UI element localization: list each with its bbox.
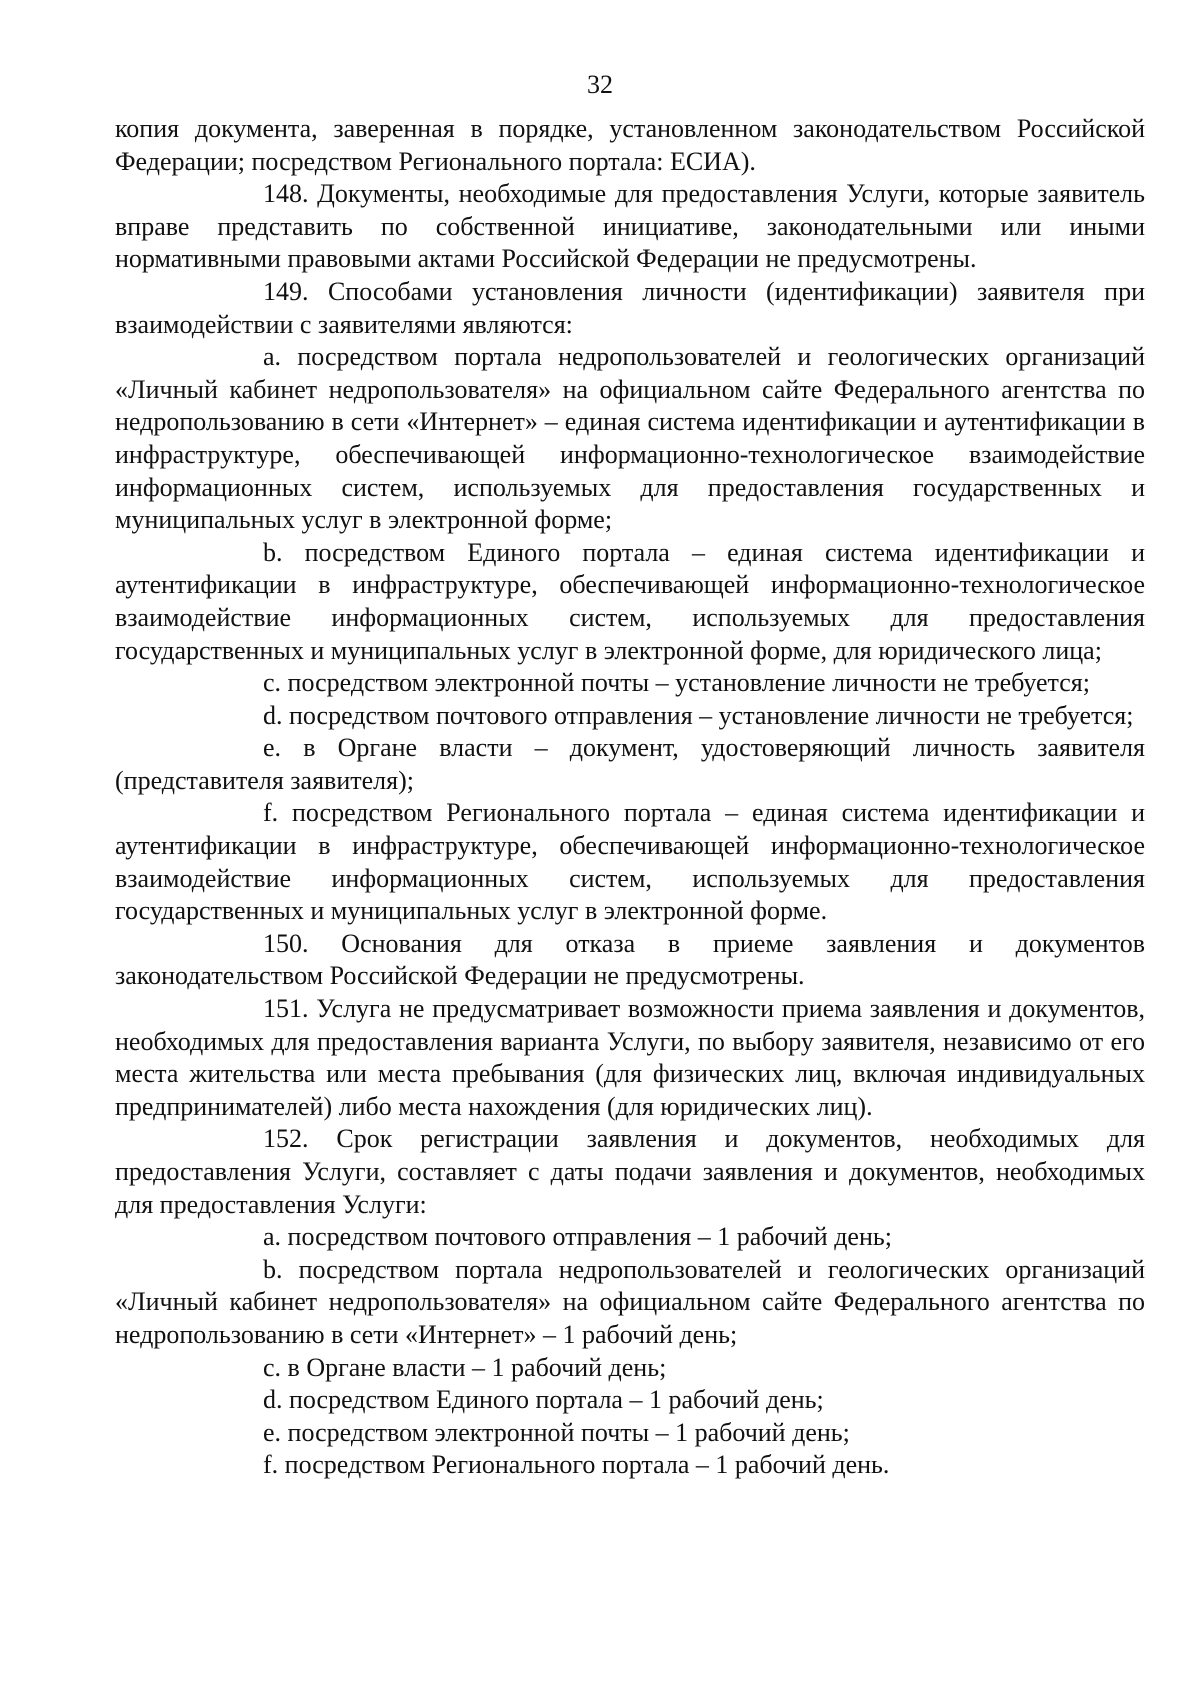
list-item-152e <box>115 1417 1145 1450</box>
list-item-text: посредством почтового отправления – 1 рабочий день; <box>287 1222 892 1252</box>
list-item-152d <box>115 1384 1145 1417</box>
paragraph-number: 150. <box>263 928 309 958</box>
list-item-152c <box>115 1352 1145 1385</box>
list-item-149c <box>115 667 1145 700</box>
list-marker: f. <box>263 798 279 828</box>
list-item-149b <box>115 537 1145 667</box>
paragraph-148 <box>115 178 1145 276</box>
list-item-text: посредством Регионального портала – единая система идентификации и аутентификации в инфраструктуре, обеспечивающей информационно-технологическое взаимодействие информационных систем, используемых для предоставления государственных и муниципальных услуг в электронной форме. <box>115 798 1146 926</box>
paragraph-number: 149. <box>263 276 309 306</box>
list-item-text: посредством Регионального портала – 1 рабочий день. <box>284 1450 890 1480</box>
list-marker: e. <box>263 733 282 763</box>
paragraph-151 <box>115 993 1145 1123</box>
list-item-152f <box>115 1449 1145 1482</box>
list-item-text: посредством портала недропользователей и геологических организаций «Личный кабинет недропользователя» на официальном сайте Федерального агентства по недропользованию в сети «Интернет» – 1 рабочий день; <box>115 1254 1145 1349</box>
paragraph-text: Способами установления личности (идентификации) заявителя при взаимодействии с заявителями являются: <box>115 276 1145 339</box>
paragraph-152 <box>115 1123 1145 1221</box>
list-marker: a. <box>263 1222 282 1252</box>
list-item-text: посредством почтового отправления – установление личности не требуется; <box>289 700 1134 730</box>
paragraph-text: копия документа, заверенная в порядке, установленном законодательством Российской Федерации; посредством Регионального портала: ЕСИА). <box>115 114 1145 176</box>
paragraph-text: Документы, необходимые для предоставления Услуги, которые заявитель вправе представить по собственной инициативе, законодательными или иными нормативными правовыми актами Российской Федерации не предусмотрены. <box>115 179 1146 274</box>
list-item-149d <box>115 700 1145 733</box>
paragraph-149 <box>115 276 1145 341</box>
list-item-149a <box>115 341 1145 537</box>
list-item-text: в Органе власти – 1 рабочий день; <box>287 1352 667 1382</box>
list-item-149f <box>115 797 1145 927</box>
list-marker: d. <box>263 700 283 730</box>
list-marker: a. <box>263 342 282 372</box>
paragraph-continuation <box>115 113 1145 178</box>
paragraph-text: Основания для отказа в приеме заявления и документов законодательством Российской Федерации не предусмотрены. <box>115 928 1146 991</box>
list-item-text: в Органе власти – документ, удостоверяющий личность заявителя (представителя заявителя); <box>115 733 1145 795</box>
list-item-152b <box>115 1254 1145 1352</box>
paragraph-number: 152. <box>263 1124 309 1154</box>
list-item-149e <box>115 732 1145 797</box>
paragraph-text: Срок регистрации заявления и документов, необходимых для предоставления Услуги, составляет с даты подачи заявления и документов, необходимых для предоставления Услуги: <box>115 1124 1146 1219</box>
list-item-text: посредством электронной почты – 1 рабочий день; <box>287 1417 850 1447</box>
list-item-text: посредством электронной почты – установление личности не требуется; <box>287 668 1090 698</box>
list-marker: b. <box>263 537 283 567</box>
page-number: 32 <box>587 70 613 99</box>
list-marker: f. <box>263 1450 279 1480</box>
list-item-152a <box>115 1221 1145 1254</box>
list-marker: c. <box>263 668 282 698</box>
list-marker: b. <box>263 1254 283 1284</box>
list-item-text: посредством Единого портала – 1 рабочий день; <box>289 1385 824 1415</box>
list-marker: d. <box>263 1385 283 1415</box>
paragraph-text: Услуга не предусматривает возможности приема заявления и документов, необходимых для предоставления варианта Услуги, по выбору заявителя, независимо от его места жительства или места пребывания (для физических лиц, включая индивидуальных предпринимателей) либо места нахождения (для юридических лиц). <box>115 994 1145 1121</box>
paragraph-150 <box>115 928 1145 993</box>
paragraph-number: 151. <box>263 994 309 1024</box>
paragraph-number: 148. <box>263 179 309 209</box>
list-marker: c. <box>263 1352 282 1382</box>
list-item-text: посредством портала недропользователей и геологических организаций «Личный кабинет недропользователя» на официальном сайте Федерального агентства по недропользованию в сети «Интернет» – единая система идентификации и аутентификации в инфраструктуре, обеспечивающей информационно-технологическое взаимодействие информационных систем, используемых для предоставления государственных и муниципальных услуг в электронной форме; <box>115 342 1146 535</box>
list-marker: e. <box>263 1417 282 1447</box>
document-body <box>115 113 1145 1482</box>
list-item-text: посредством Единого портала – единая система идентификации и аутентификации в инфраструктуре, обеспечивающей информационно-технологическое взаимодействие информационных систем, используемых для предоставления государственных и муниципальных услуг в электронной форме, для юридического лица; <box>115 537 1145 665</box>
